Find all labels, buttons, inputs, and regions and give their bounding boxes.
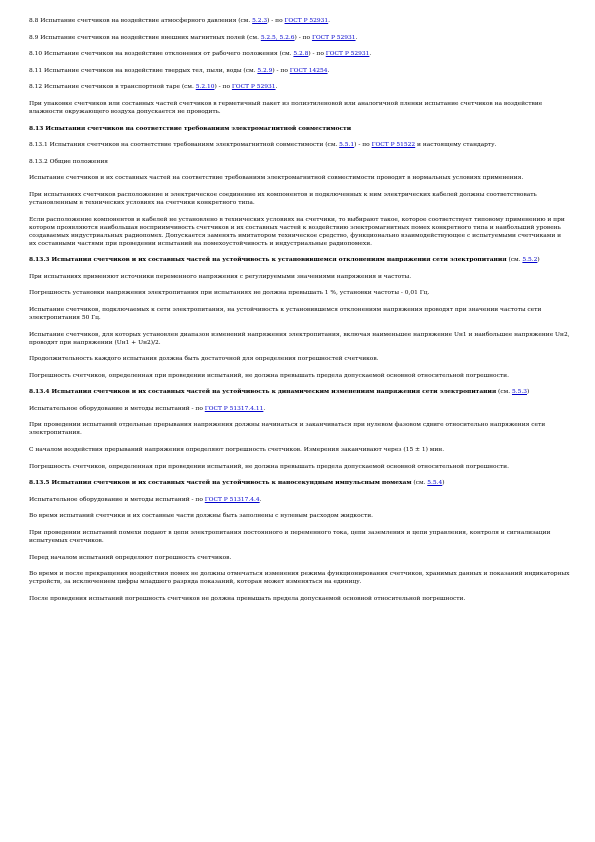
reference-link[interactable]: 5.5.4 bbox=[427, 480, 443, 487]
paragraph-gap bbox=[29, 413, 570, 422]
paragraph-text: При испытаниях применяют источники переменного напряжения с регулируемыми значениями напряжения и частоты. bbox=[29, 273, 412, 280]
paragraph-gap bbox=[29, 487, 570, 496]
paragraph-text: 8.8 Испытание счетчиков на воздействие атмосферного давления (см. bbox=[29, 18, 253, 24]
paragraph-text: При испытаниях счетчиков расположение и электрическое соединение их компонентов и подключенных к ним электрических кабелей должны соответствовать установленным в технических условиях на счетчики конкретного типа. bbox=[29, 191, 537, 206]
paragraph-gap bbox=[29, 264, 570, 273]
paragraph-text: . bbox=[327, 67, 330, 74]
paragraph-gap bbox=[29, 520, 570, 529]
paragraph-text: С началом воздействия прерываний напряжения определяют погрешность счетчиков. Измерения заканчивают через (15 ± 1) мин. bbox=[29, 447, 445, 454]
paragraph bbox=[29, 479, 570, 487]
paragraph-text: Погрешность счетчиков, определенная при проведении испытаний, не должна превышать предела допускаемой основной относительной погрешности. bbox=[29, 372, 509, 379]
paragraph-text: . bbox=[263, 405, 266, 412]
paragraph bbox=[29, 446, 570, 454]
paragraph bbox=[29, 216, 570, 248]
paragraph-text: ) bbox=[526, 389, 530, 396]
paragraph-gap bbox=[29, 166, 570, 175]
paragraph-text: Испытательное оборудование и методы испытаний - по bbox=[29, 405, 205, 412]
paragraph-text: . bbox=[328, 18, 331, 24]
paragraph-text: Испытание счетчиков, подключаемых к сети электропитания, на устойчивость к установившемся отклонениям напряжения проводят при значении частоты сети электропитания 50 Гц. bbox=[29, 306, 542, 321]
paragraph bbox=[29, 50, 570, 58]
paragraph-gap bbox=[29, 182, 570, 191]
paragraph-gap bbox=[29, 454, 570, 463]
paragraph-gap bbox=[29, 586, 570, 595]
paragraph-text: ) - по bbox=[294, 34, 312, 41]
paragraph bbox=[29, 421, 570, 437]
paragraph bbox=[29, 158, 570, 166]
paragraph-gap bbox=[29, 363, 570, 372]
reference-link[interactable]: ГОСТ Р 51522 bbox=[371, 142, 416, 149]
paragraph-text: ) bbox=[537, 257, 540, 264]
paragraph-gap bbox=[29, 42, 570, 51]
paragraph bbox=[29, 17, 570, 25]
paragraph bbox=[29, 306, 570, 322]
paragraph bbox=[29, 554, 570, 562]
paragraph-text: (см. bbox=[506, 257, 523, 264]
paragraph-gap bbox=[29, 207, 570, 216]
paragraph-text: ) bbox=[442, 480, 445, 487]
paragraph-gap bbox=[29, 545, 570, 554]
paragraph-text: ) - по bbox=[267, 18, 285, 24]
paragraph-text: Испытание счетчиков и их составных частей на соответствие требованиям электромагнитной совместимости проводят в нормальных условиях применения. bbox=[29, 175, 524, 182]
paragraph-text: 8.9 Испытание счетчиков на воздействие внешних магнитных полей (см. bbox=[29, 34, 261, 41]
paragraph-text: ) - по bbox=[272, 67, 290, 74]
paragraph-gap bbox=[29, 75, 570, 84]
paragraph bbox=[29, 256, 570, 264]
paragraph bbox=[29, 174, 570, 182]
paragraph-gap bbox=[29, 347, 570, 356]
reference-link[interactable]: 5.2.3 bbox=[252, 18, 268, 24]
paragraph-gap bbox=[29, 91, 570, 100]
paragraph-gap bbox=[29, 58, 570, 67]
paragraph-gap bbox=[29, 297, 570, 306]
paragraph-text: Испытание счетчиков, для которых установлен диапазон изменений напряжения электропитания, включая наименьшее напряжение Uн1 и наибольшее напряжение Uн2, проводят при напряжении (Uн1 + Uн2)/2. bbox=[29, 331, 570, 346]
paragraph-text: Во время испытаний счетчики и их составные части должны быть заполнены с нулевым расходом жидкости. bbox=[29, 513, 373, 520]
paragraph-text: . bbox=[369, 51, 372, 58]
paragraph-text: Погрешность счетчиков, определенная при проведении испытаний, не должна превышать предела допускаемой основной относительной погрешности. bbox=[29, 463, 509, 470]
reference-link[interactable]: ГОСТ 14254 bbox=[289, 67, 328, 74]
paragraph-text: При проведении испытаний помехи подают в цепи электропитания постоянного и переменного тока, цепи заземления и цепи управления, контроля и сигнализации испытуемых счетчиков. bbox=[29, 530, 551, 545]
paragraph-text: . bbox=[275, 84, 278, 91]
paragraph-gap bbox=[29, 248, 570, 257]
reference-link[interactable]: ГОСТ Р 51317.4.4 bbox=[204, 496, 260, 503]
paragraph-text: При проведении испытаний отдельные прерывания напряжения должны начинаться и заканчиваться при нулевом фазовом сдвиге относительно напряжения сети электропитания. bbox=[29, 422, 546, 437]
reference-link[interactable]: ГОСТ Р 51317.4.11 bbox=[204, 405, 264, 412]
paragraph-gap bbox=[29, 116, 570, 125]
reference-link[interactable]: 5.2.10 bbox=[195, 84, 215, 91]
reference-link[interactable]: 5.5.2 bbox=[522, 257, 538, 264]
paragraph-text: . bbox=[259, 496, 262, 503]
paragraph bbox=[29, 289, 570, 297]
paragraph-text: ) - по bbox=[354, 142, 372, 149]
paragraph-gap bbox=[29, 504, 570, 513]
paragraph bbox=[29, 570, 570, 586]
paragraph bbox=[29, 388, 570, 396]
paragraph bbox=[29, 512, 570, 520]
paragraph bbox=[29, 67, 570, 75]
reference-link[interactable]: ГОСТ Р 52931 bbox=[231, 84, 276, 91]
reference-link[interactable]: 5.5.3 bbox=[511, 389, 527, 396]
paragraph bbox=[29, 100, 570, 116]
reference-link[interactable]: ГОСТ Р 52931 bbox=[284, 18, 329, 24]
paragraph bbox=[29, 496, 570, 504]
paragraph-text: ) - по bbox=[308, 51, 326, 58]
paragraph-gap bbox=[29, 396, 570, 405]
paragraph-text: 8.12 Испытание счетчиков в транспортной таре (см. bbox=[29, 84, 196, 91]
section-heading-text: 8.13.5 Испытания счетчиков и их составных частей на устойчивость к наносекундным импульсным помехам bbox=[29, 479, 412, 487]
paragraph-text: Перед началом испытаний определяют погрешность счетчиков. bbox=[29, 554, 232, 561]
paragraph-text: Если расположение компонентов и кабелей не установлено в технических условиях на счетчики, то выбирают такое, которое соответствует типовому применению и при котором проявляются наибольшая восприимчивость счетчиков и их составных частей к воздействию электромагнитных помех конкретного типа и наибольший уровень создаваемых индустриальных радиопомех. Допускается заменять имитатором техническое средство, функционально взаимодействующее с испытуемыми счетчиками и их составными частями при проведении испытаний на помехоустойчивость и индустриальные радиопомехи. bbox=[29, 216, 565, 247]
paragraph-text: 8.13.2 Общие положения bbox=[29, 158, 108, 165]
paragraph-text: Во время и после прекращения воздействия помех не должны отмечаться изменения режима функционирования счетчиков, хранимых данных и показаний индикаторных устройств, за исключением цифры младшего разряда показаний, которая может изменяться на единицу. bbox=[29, 571, 570, 586]
paragraph bbox=[29, 83, 570, 91]
paragraph bbox=[29, 273, 570, 281]
reference-link[interactable]: 5.2.8 bbox=[293, 51, 309, 58]
paragraph-text: . bbox=[355, 34, 358, 41]
paragraph-text: (см. bbox=[496, 389, 512, 396]
paragraph-gap bbox=[29, 380, 570, 389]
reference-link[interactable]: 5.5.1 bbox=[339, 142, 355, 149]
paragraph bbox=[29, 529, 570, 545]
paragraph-text: 8.10 Испытание счетчиков на воздействие отклонения от рабочего положения (см. bbox=[29, 51, 294, 58]
paragraph bbox=[29, 331, 570, 347]
reference-link[interactable]: 5.2.5, 5.2.6 bbox=[260, 34, 295, 41]
paragraph-gap bbox=[29, 562, 570, 571]
section-heading-text: 8.13.4 Испытания счетчиков и их составных частей на устойчивость к динамическим изменениям напряжения сети электропитания bbox=[29, 388, 497, 396]
paragraph-gap bbox=[29, 149, 570, 158]
paragraph-gap bbox=[29, 25, 570, 34]
paragraph-text: При упаковке счетчиков или составных частей счетчиков в герметичный пакет из полиэтиленовой или аналогичной пленки испытание счетчиков на воздействие влажности окружающего воздуха допускается не проводить. bbox=[29, 100, 543, 115]
paragraph-gap bbox=[29, 322, 570, 331]
reference-link[interactable]: 5.2.9 bbox=[257, 67, 273, 74]
paragraph-gap bbox=[29, 437, 570, 446]
paragraph-text: Погрешность установки напряжения электропитания при испытаниях не должна превышать 1 %, установки частоты - 0,01 Гц. bbox=[29, 290, 430, 297]
paragraph bbox=[29, 125, 570, 133]
paragraph-gap bbox=[29, 281, 570, 290]
paragraph-text: 8.13.1 Испытания счетчиков на соответствие требованиям электромагнитной совместимости (см. bbox=[29, 142, 340, 149]
paragraph bbox=[29, 355, 570, 363]
paragraph bbox=[29, 595, 570, 603]
paragraph-text: Продолжительность каждого испытания должна быть достаточной для определения погрешностей счетчиков. bbox=[29, 356, 379, 363]
paragraph-text: Испытательное оборудование и методы испытаний - по bbox=[29, 496, 205, 503]
paragraph bbox=[29, 34, 570, 42]
section-heading-text: 8.13 Испытания счетчиков на соответствие требованиям электромагнитной совместимости bbox=[29, 124, 352, 132]
section-heading-text: 8.13.3 Испытания счетчиков и их составных частей на устойчивость к установившемся отклонениям напряжения сети электропитания bbox=[29, 256, 507, 264]
paragraph bbox=[29, 405, 570, 413]
paragraph-gap bbox=[29, 133, 570, 142]
paragraph-text: (см. bbox=[411, 480, 428, 487]
paragraph-text: После проведения испытаний погрешность счетчиков не должна превышать предела допускаемой основной относительной погрешности. bbox=[29, 595, 466, 602]
paragraph bbox=[29, 141, 570, 149]
paragraph bbox=[29, 372, 570, 380]
reference-link[interactable]: ГОСТ Р 52931 bbox=[311, 34, 356, 41]
paragraph bbox=[29, 191, 570, 207]
paragraph-gap bbox=[29, 471, 570, 480]
paragraph bbox=[29, 463, 570, 471]
paragraph-text: и настоящему стандарту. bbox=[415, 142, 497, 149]
paragraph-text: ) - по bbox=[214, 84, 232, 91]
reference-link[interactable]: ГОСТ Р 52931 bbox=[325, 51, 370, 58]
paragraph-text: 8.11 Испытание счетчиков на воздействие твердых тел, пыли, воды (см. bbox=[29, 67, 258, 74]
